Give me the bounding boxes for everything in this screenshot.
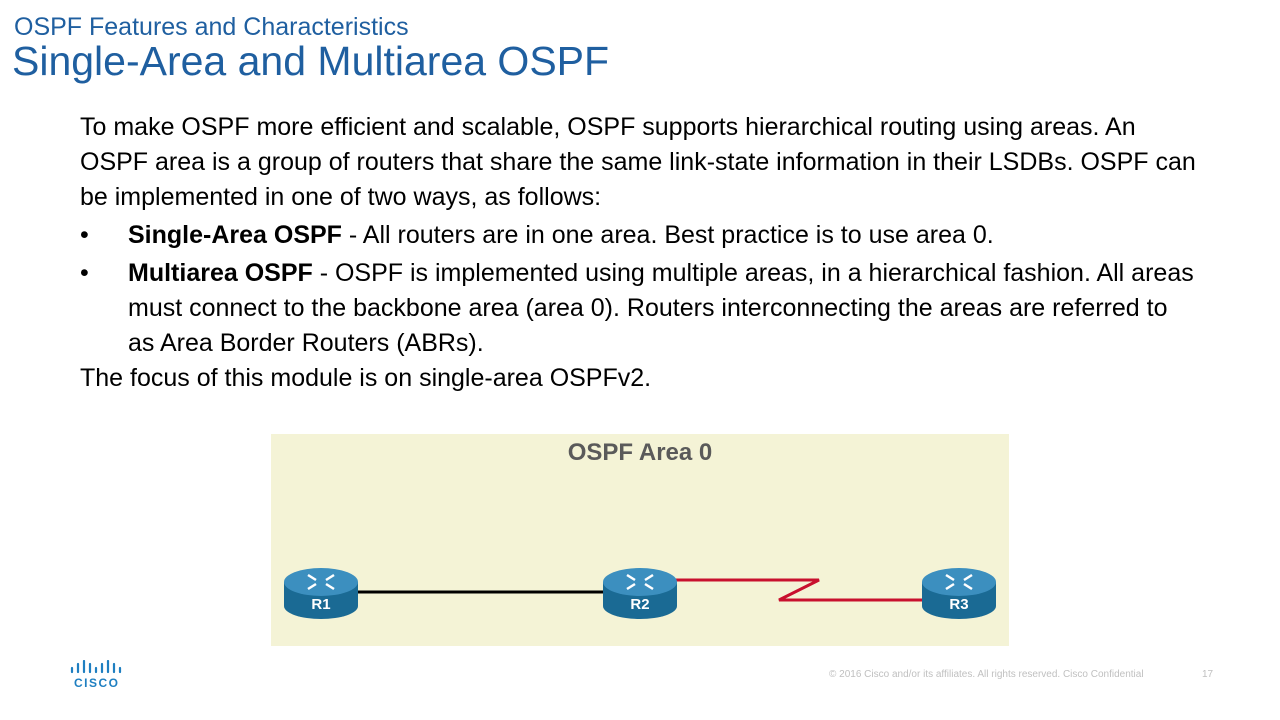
router-icon	[601, 562, 679, 622]
router-icon	[920, 562, 998, 622]
bullet-term: Multiarea OSPF	[128, 259, 313, 287]
bullet-text: - OSPF is implemented using multiple areas, in a hierarchical fashion. All areas must connect to the backbone area (area 0). Routers interconnecting the areas are referred to as Area Border Routers (ABRs).	[128, 259, 1194, 357]
router-label: R1	[311, 596, 331, 613]
bullet-marker: •	[80, 221, 89, 249]
cisco-logo-icon	[70, 660, 122, 676]
router-r2[interactable]	[601, 562, 679, 622]
bullet-single-area	[80, 218, 1200, 253]
ospf-topology-diagram	[271, 434, 1009, 646]
router-icon	[282, 562, 360, 622]
router-label: R3	[949, 596, 969, 613]
bullet-marker: •	[80, 259, 89, 287]
slide-subtitle: OSPF Features and Characteristics	[14, 13, 409, 41]
router-label: R2	[630, 596, 650, 613]
page-number: 17	[1202, 669, 1214, 680]
bullet-multiarea	[80, 256, 1200, 361]
closing-paragraph: The focus of this module is on single-area OSPFv2.	[80, 364, 652, 392]
slide-body	[80, 110, 1200, 396]
slide-title: Single-Area and Multiarea OSPF	[12, 38, 610, 84]
router-r3[interactable]	[920, 562, 998, 622]
area-label: OSPF Area 0	[567, 439, 713, 466]
router-r1[interactable]	[282, 562, 360, 622]
serial-link-r2-r3	[671, 580, 931, 600]
cisco-logo-text: CISCO	[74, 676, 120, 690]
intro-paragraph: To make OSPF more efficient and scalable, OSPF supports hierarchical routing using areas. An OSPF area is a group of routers that share the same link-state information in their LSDBs. OSPF can be implemented in one of two ways, as follows:	[80, 113, 1196, 211]
footer-copyright: © 2016 Cisco and/or its affiliates. All rights reserved. Cisco Confidential	[829, 669, 1144, 680]
bullet-text: - All routers are in one area. Best practice is to use area 0.	[341, 221, 994, 249]
bullet-term: Single-Area OSPF	[128, 221, 342, 249]
